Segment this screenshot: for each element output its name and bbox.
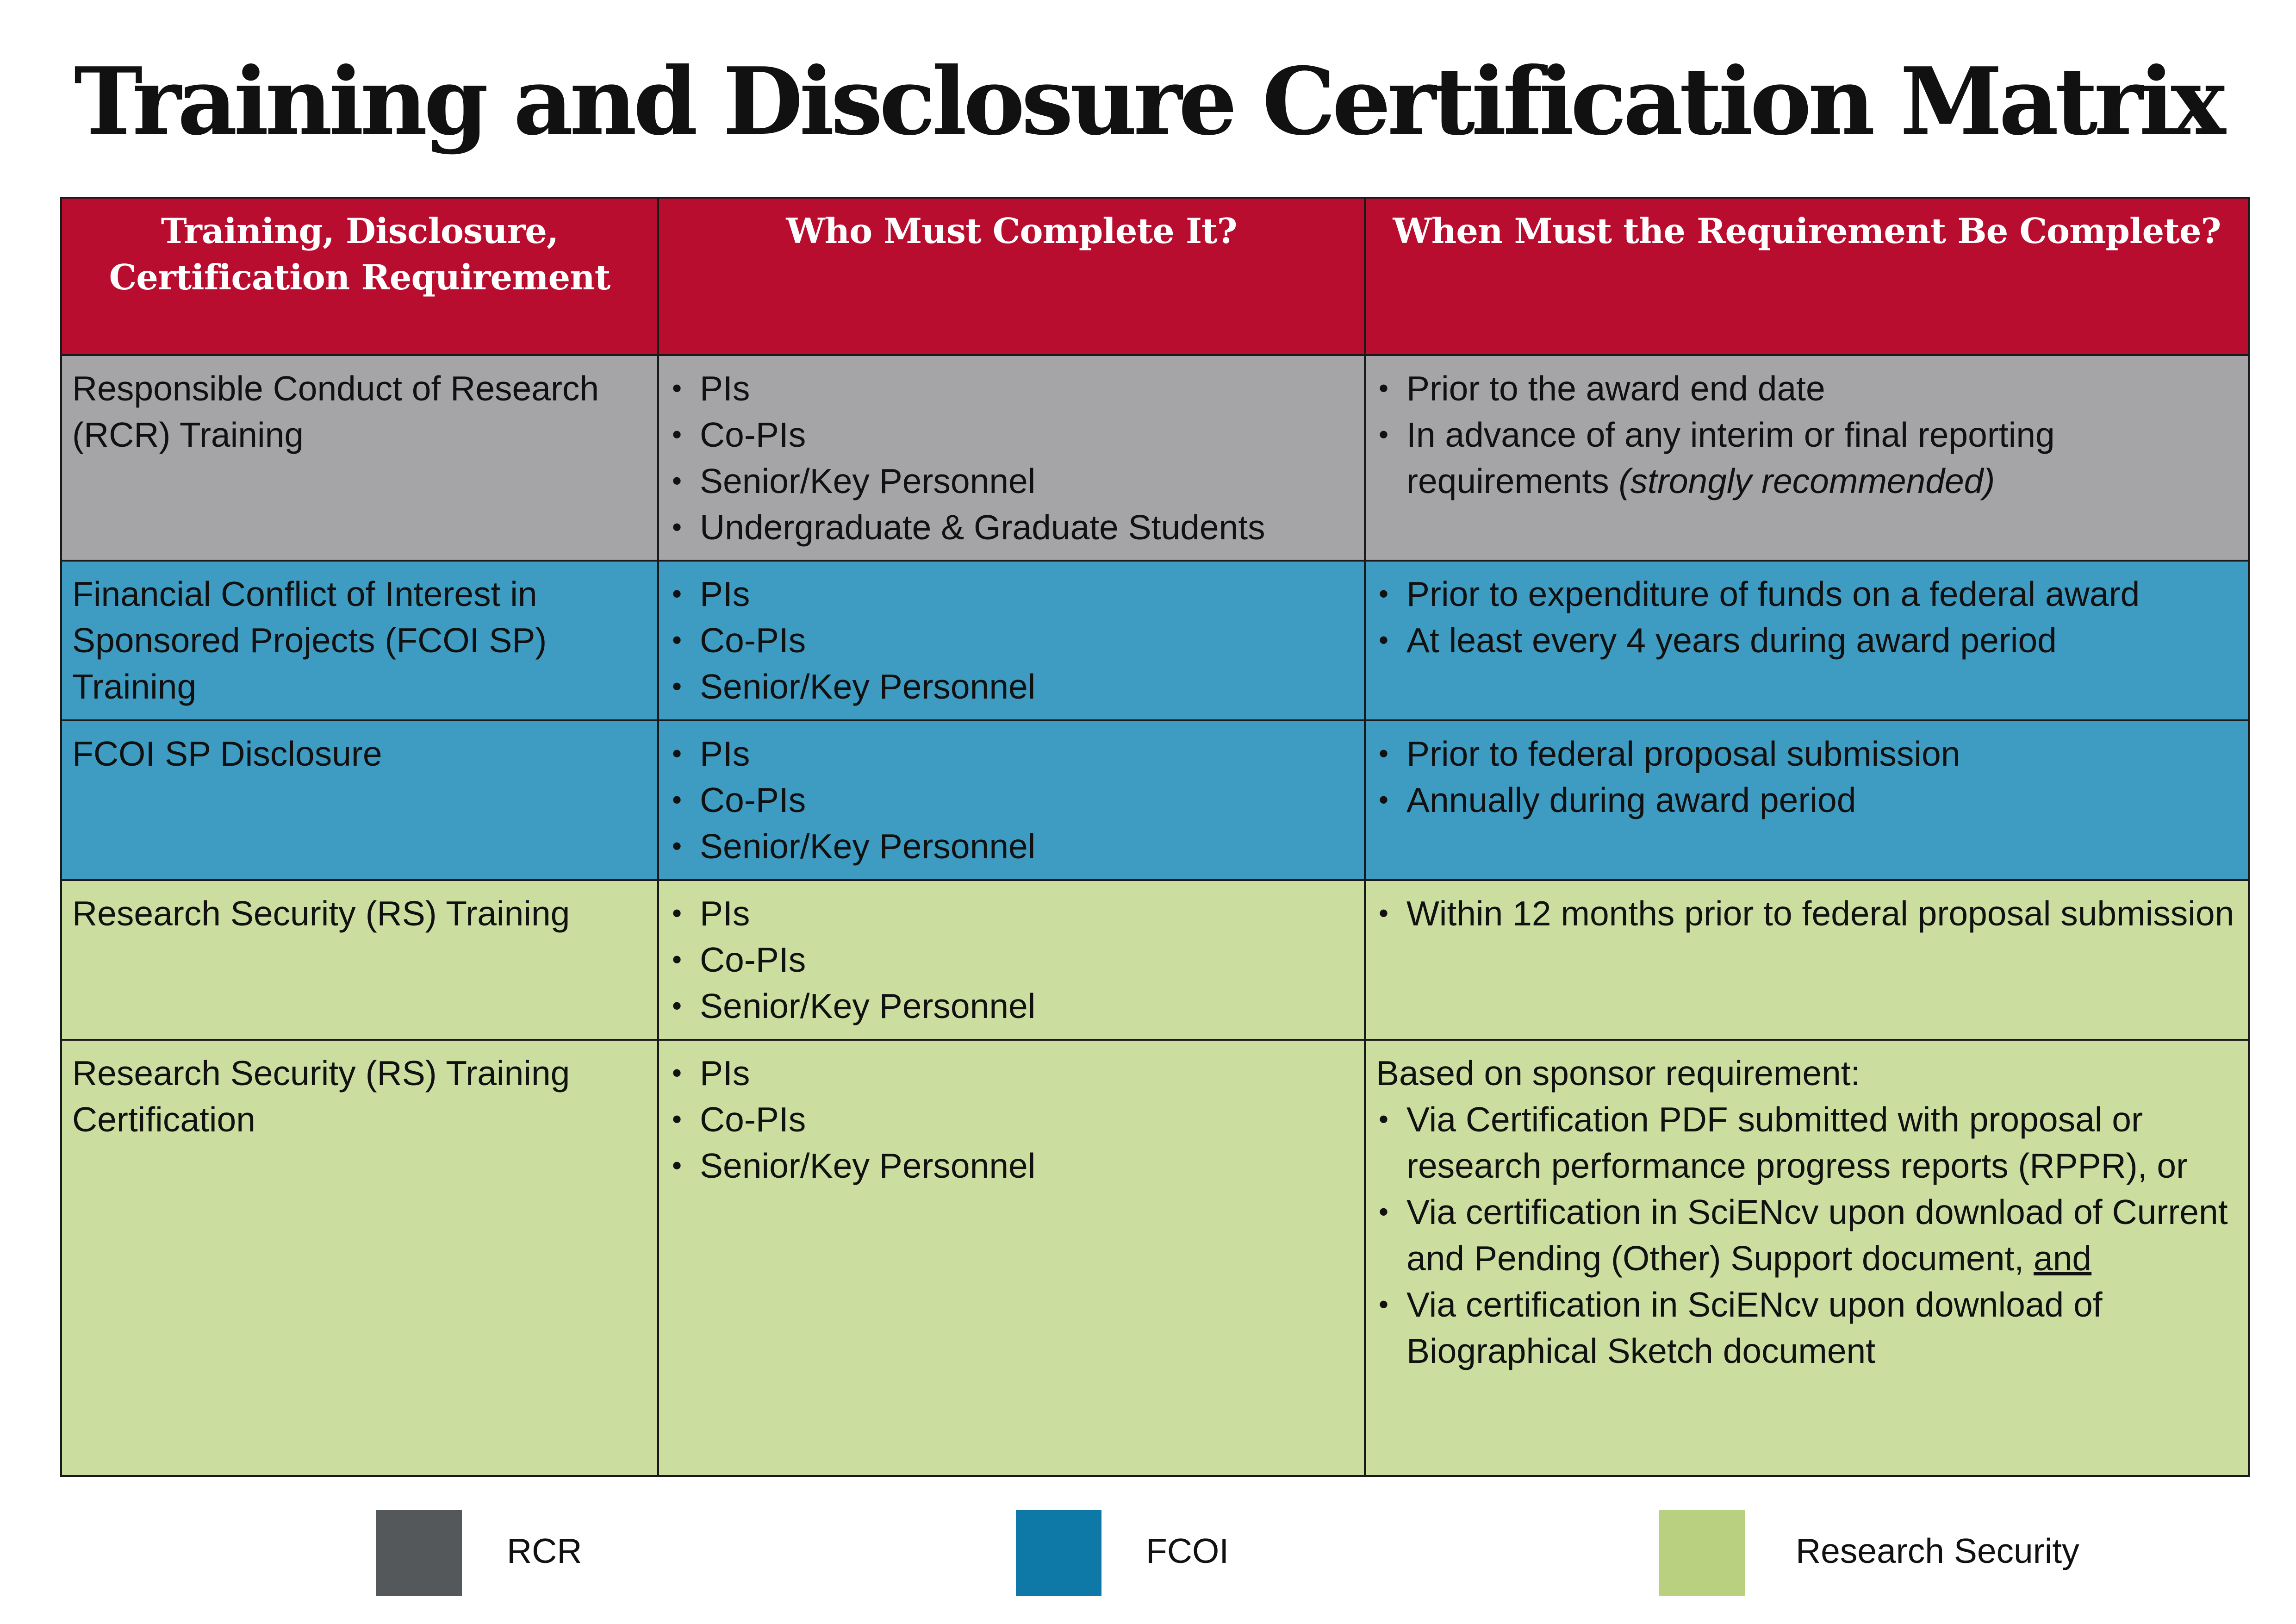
when-cell xyxy=(1365,1040,2249,1476)
requirement-cell: Responsible Conduct of Research (RCR) Training xyxy=(61,355,658,561)
list-item: • Prior to expenditure of funds on a federal award xyxy=(1376,571,2238,617)
list-item: • Senior/Key Personnel xyxy=(669,1143,1354,1189)
list-item: • Via Certification PDF submitted with proposal or research performance progress reports (RPPR), or xyxy=(1376,1096,2238,1189)
legend-label-fcoi: FCOI xyxy=(1146,1531,1229,1570)
recommendation-note: (strongly recommended) xyxy=(1618,462,1995,500)
legend-label-research-security: Research Security xyxy=(1796,1531,2079,1570)
who-cell xyxy=(658,720,1365,880)
list-item: • Via certification in SciENcv upon download of Biographical Sketch document xyxy=(1376,1281,2238,1374)
list-item: • Within 12 months prior to federal proposal submission xyxy=(1376,890,2238,937)
table-header-row xyxy=(61,198,2249,355)
table-row-rs-training-certification xyxy=(61,1040,2249,1476)
list-item: • PIs xyxy=(669,731,1354,777)
page-title: Training and Disclosure Certification Matrix xyxy=(74,47,2222,156)
header-who: Who Must Complete It? xyxy=(658,198,1365,355)
table-row-rcr-training xyxy=(61,355,2249,561)
list-item: • Co-PIs xyxy=(669,412,1354,458)
list-item-text: Via certification in SciENcv upon download of Current and Pending (Other) Support document, xyxy=(1406,1193,2228,1278)
list-item: • Senior/Key Personnel xyxy=(669,663,1354,710)
list-item: • Prior to federal proposal submission xyxy=(1376,731,2238,777)
who-cell xyxy=(658,355,1365,561)
header-requirement-line1: Training, Disclosure, xyxy=(161,211,559,251)
list-item: • At least every 4 years during award period xyxy=(1376,617,2238,663)
when-cell xyxy=(1365,355,2249,561)
underlined-and: and xyxy=(2034,1239,2092,1278)
list-item: • Annually during award period xyxy=(1376,777,2238,823)
when-cell xyxy=(1365,880,2249,1040)
requirement-cell: Financial Conflict of Interest in Sponsored Projects (FCOI SP) Training xyxy=(61,561,658,720)
table-row-fcoi-sp-disclosure xyxy=(61,720,2249,880)
requirement-cell: Research Security (RS) Training xyxy=(61,880,658,1040)
header-requirement-line2: Certification Requirement xyxy=(109,257,610,298)
who-cell xyxy=(658,880,1365,1040)
table-row-rs-training xyxy=(61,880,2249,1040)
list-item xyxy=(1376,1189,2238,1281)
list-item: • Co-PIs xyxy=(669,617,1354,663)
requirement-cell: Research Security (RS) Training Certification xyxy=(61,1040,658,1476)
list-item: • Senior/Key Personnel xyxy=(669,823,1354,869)
when-cell xyxy=(1365,720,2249,880)
certification-matrix-table xyxy=(60,197,2250,1477)
list-item: • Co-PIs xyxy=(669,1096,1354,1143)
legend-label-rcr: RCR xyxy=(507,1531,582,1570)
list-item: • Co-PIs xyxy=(669,777,1354,823)
who-cell xyxy=(658,1040,1365,1476)
header-when: When Must the Requirement Be Complete? xyxy=(1365,198,2249,355)
who-cell xyxy=(658,561,1365,720)
list-item: • Senior/Key Personnel xyxy=(669,458,1354,504)
legend-swatch-fcoi xyxy=(1016,1510,1101,1596)
list-item: • PIs xyxy=(669,571,1354,617)
list-item: • PIs xyxy=(669,1050,1354,1096)
requirement-cell: FCOI SP Disclosure xyxy=(61,720,658,880)
list-item xyxy=(1376,412,2238,504)
list-item: • PIs xyxy=(669,890,1354,937)
list-item: • PIs xyxy=(669,365,1354,412)
sponsor-requirement-intro: Based on sponsor requirement: xyxy=(1376,1054,1860,1093)
header-requirement xyxy=(61,198,658,355)
list-item: • Undergraduate & Graduate Students xyxy=(669,504,1354,550)
list-item-text: In advance of any interim or final reporting requirements xyxy=(1406,415,2055,500)
when-cell xyxy=(1365,561,2249,720)
legend-swatch-research-security xyxy=(1659,1510,1745,1596)
table-row-fcoi-sp-training xyxy=(61,561,2249,720)
list-item: • Senior/Key Personnel xyxy=(669,983,1354,1029)
list-item: • Prior to the award end date xyxy=(1376,365,2238,412)
legend-swatch-rcr xyxy=(376,1510,462,1596)
list-item: • Co-PIs xyxy=(669,937,1354,983)
